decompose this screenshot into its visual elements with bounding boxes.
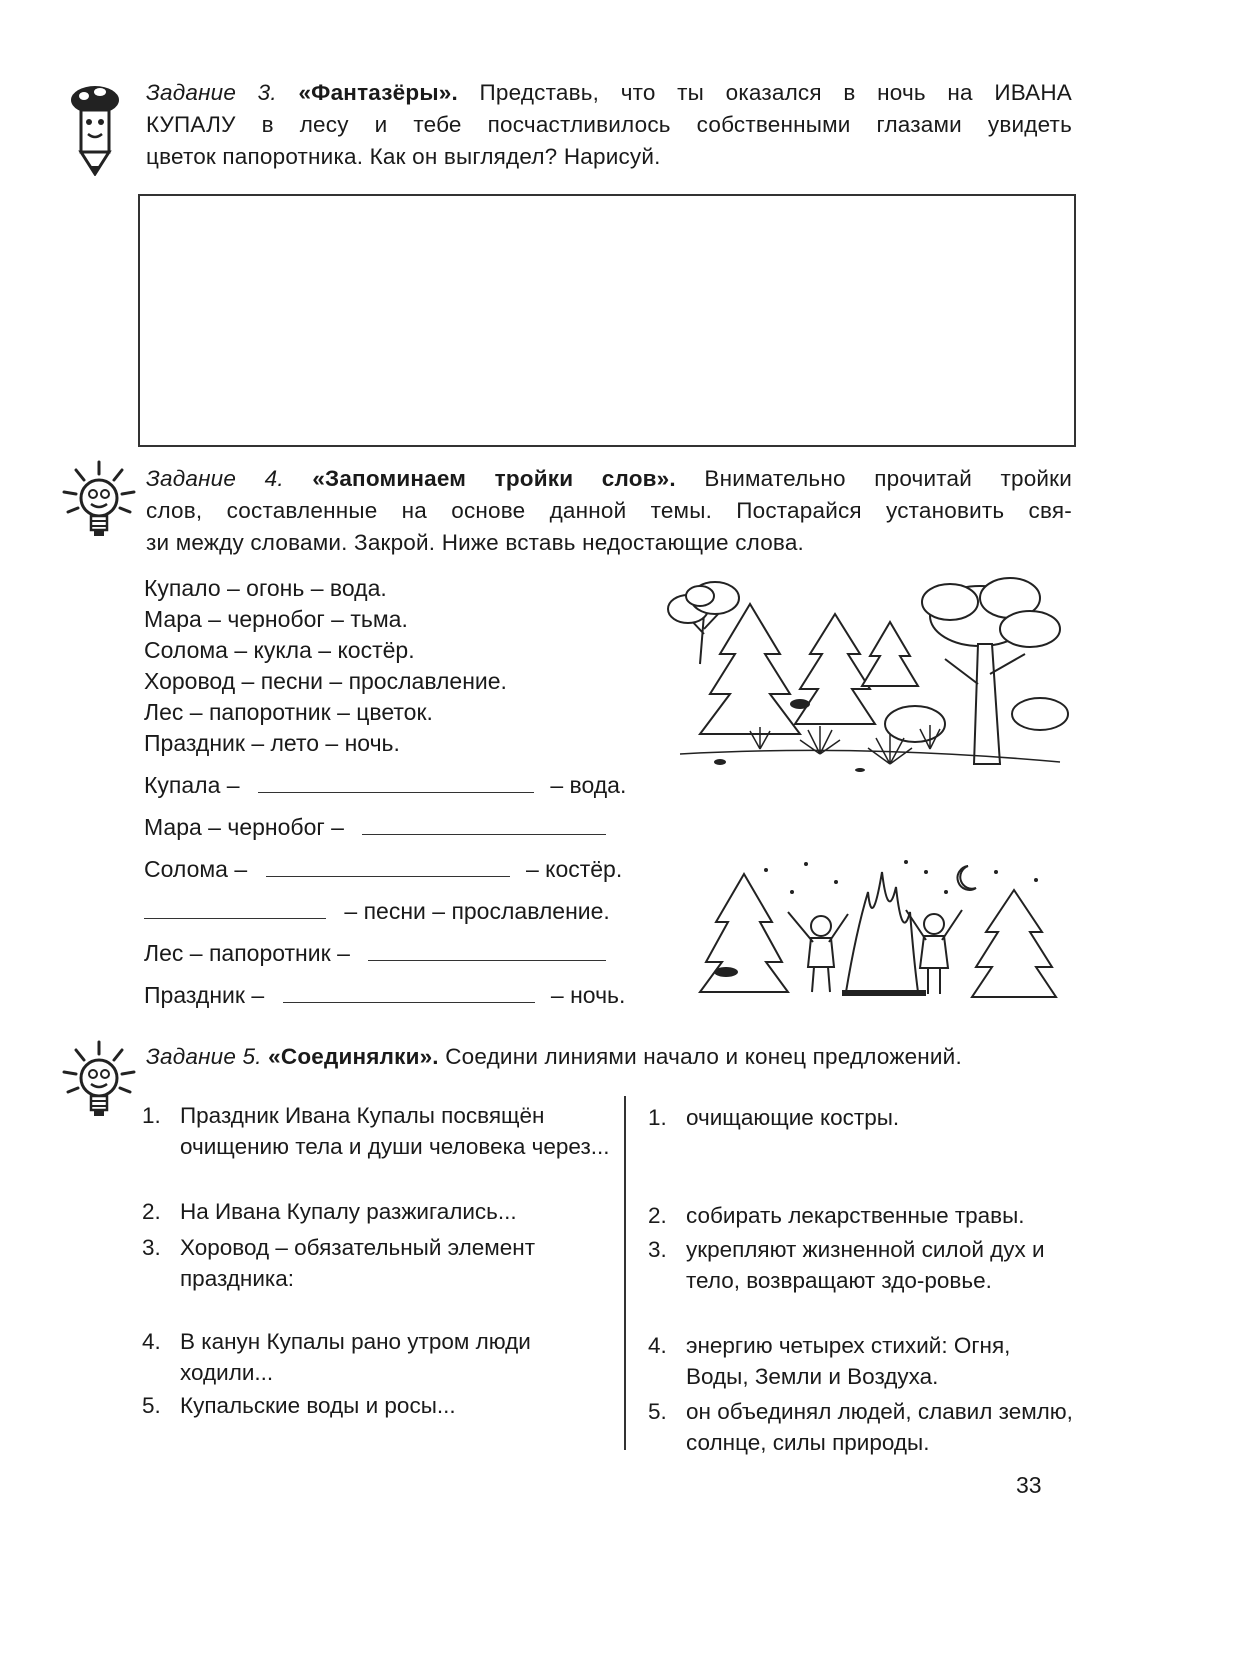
task4-label: Задание 4. [146,466,284,491]
fill-row-3 [144,854,622,884]
left-item-1[interactable]: 1. Праздник Ивана Купалы посвящён очищению тела и души человека через... [142,1103,610,1159]
fill-row-2-start: Мара – чернобог – [144,814,344,840]
fill-blank-5[interactable] [368,940,606,961]
task3-text-1: Представь, что ты оказался в ночь на ИВАНА [479,80,1073,105]
task3-label: Задание 3. [146,80,277,105]
fill-row-6-start: Праздник – [144,982,265,1008]
lightbulb-icon [62,460,136,544]
task4-text-1: Внимательно прочитай тройки [704,466,1072,491]
fill-blank-6[interactable] [283,982,535,1003]
task3-line3: цветок папоротника. Как он выглядел? Нарисуй. [146,144,661,169]
column-divider [624,1096,626,1450]
left-item-3[interactable]: 3. Хоровод – обязательный элемент праздника: [142,1235,536,1291]
triple-3: Солома – кукла – костёр. [144,637,415,663]
forest-illustration [660,574,1070,780]
fill-row-3-start: Солома – [144,856,248,882]
task3-title: «Фантазёры». [298,80,458,105]
task4-title: «Запоминаем тройки слов». [312,466,676,491]
task5-heading [146,1040,1072,1073]
right-item-3[interactable]: 3. укрепляют жизненной силой дух и тело, возвращают здо-ровье. [648,1237,1045,1293]
triple-1: Купало – огонь – вода. [144,575,387,601]
fill-row-1-start: Купала – [144,772,240,798]
triple-6: Праздник – лето – ночь. [144,730,400,756]
right-item-1[interactable]: 1. очищающие костры. [648,1105,900,1130]
task3-line2: КУПАЛУ в лесу и тебе посчастливилось собственными глазами увидеть [146,112,1072,137]
triple-5: Лес – папоротник – цветок. [144,699,433,725]
triple-2: Мара – чернобог – тьма. [144,606,408,632]
task3-line1 [146,76,1072,109]
task4-line1 [146,462,1072,495]
lightbulb-icon [62,1040,136,1124]
fill-row-1 [144,770,626,800]
fill-blank-2[interactable] [362,814,606,835]
left-item-2[interactable]: 2. На Ивана Купалу разжигались... [142,1199,517,1224]
fill-row-4 [144,896,610,926]
fill-row-2 [144,812,606,842]
pencil-mascot-icon [66,80,124,176]
triple-4: Хоровод – песни – прославление. [144,668,507,694]
fill-row-4-end: – песни – прославление. [344,898,610,924]
drawing-area[interactable] [138,194,1076,447]
task4-line3: зи между словами. Закрой. Ниже вставь недостающие слова. [146,530,804,555]
page-number: 33 [1016,1472,1042,1498]
fill-row-6-end: – ночь. [550,982,626,1008]
fill-blank-3[interactable] [266,856,510,877]
task5-text: Соедини линиями начало и конец предложений. [445,1044,962,1069]
bonfire-illustration [696,852,1072,1008]
right-item-4[interactable]: 4. энергию четырех стихий: Огня, Воды, Земли и Воздуха. [648,1333,1011,1389]
task5-title: «Соединялки». [268,1044,439,1069]
fill-blank-1[interactable] [258,772,534,793]
fill-row-5-start: Лес – папоротник – [144,940,350,966]
left-item-4[interactable]: 4. В канун Купалы рано утром люди ходили... [142,1329,531,1385]
fill-row-6 [144,980,625,1010]
left-item-5[interactable]: 5. Купальские воды и росы... [142,1393,456,1418]
fill-row-5 [144,938,606,968]
fill-row-3-end: – костёр. [525,856,623,882]
task4-line2: слов, составленные на основе данной темы. Постарайся установить свя- [146,498,1072,523]
right-item-5[interactable]: 5. он объединял людей, славил землю, солнце, силы природы. [648,1399,1073,1455]
task5-label: Задание 5. [146,1044,262,1069]
fill-blank-4[interactable] [144,898,326,919]
right-item-2[interactable]: 2. собирать лекарственные травы. [648,1203,1025,1228]
fill-row-1-end: – вода. [550,772,627,798]
